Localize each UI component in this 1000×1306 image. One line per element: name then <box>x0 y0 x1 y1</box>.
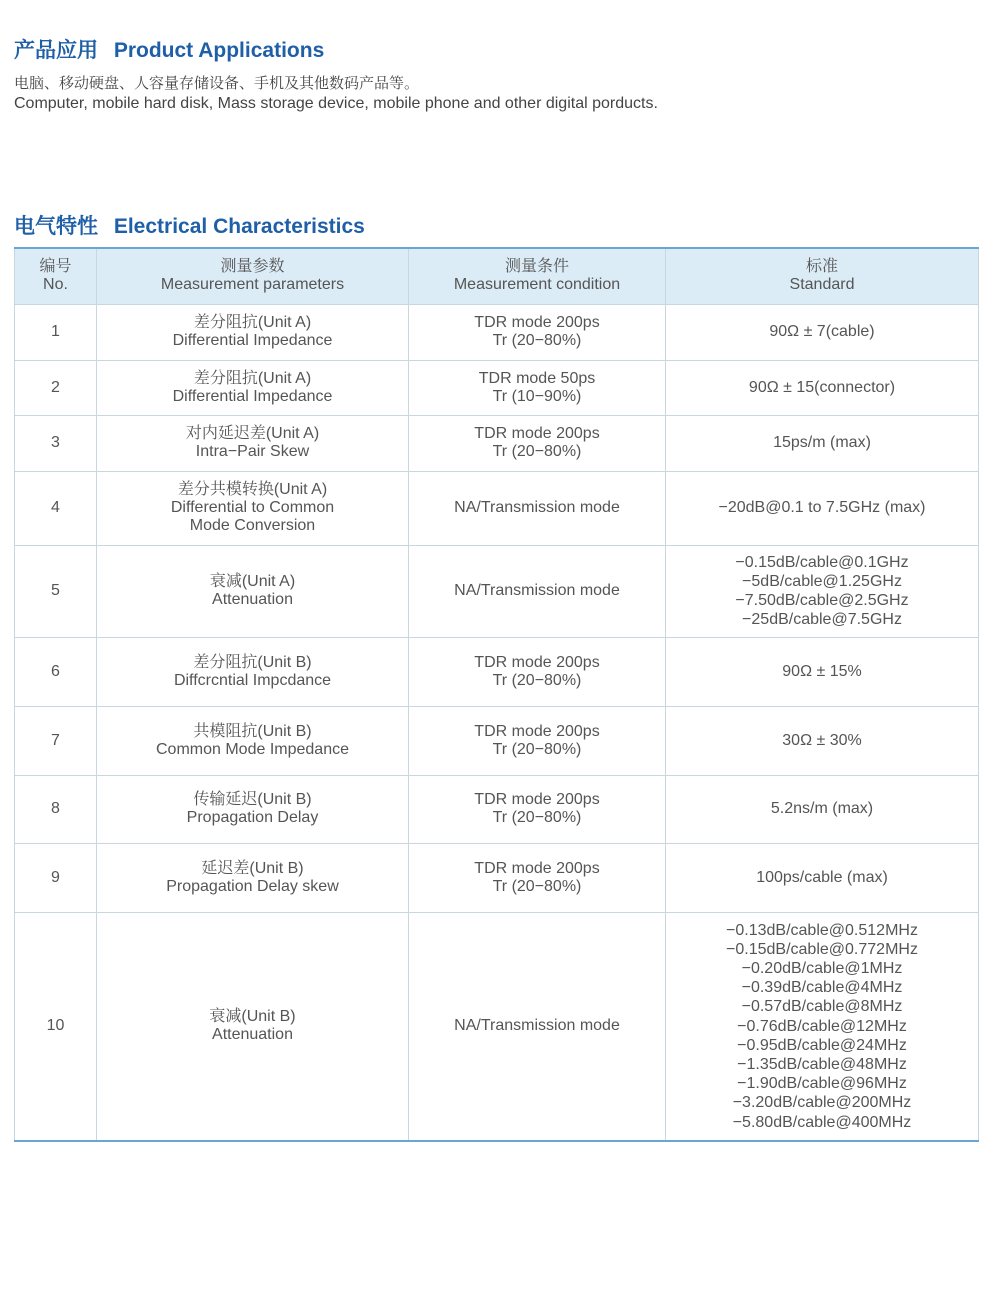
cell-cond-line: Tr (20−80%) <box>492 332 582 349</box>
cell-param-line: Attenuation <box>212 1026 293 1044</box>
cell-std-line: −0.13dB/cable@0.512MHz <box>726 921 918 939</box>
cell-param <box>97 775 409 843</box>
cell-cond-line: TDR mode 50ps <box>478 369 596 387</box>
cell-std <box>666 545 979 637</box>
cell-param-line: 传输延迟(Unit B) <box>193 791 312 808</box>
product-applications-title-en: Product Applications <box>113 39 325 62</box>
cell-param-line: Differential Impedance <box>172 332 333 349</box>
cell-param <box>97 471 409 545</box>
cell-no: 1 <box>15 304 97 360</box>
table-body <box>15 304 979 1141</box>
table-row <box>15 706 979 775</box>
cell-cond <box>409 545 666 637</box>
cell-std-line: 100ps/cable (max) <box>756 868 888 886</box>
cell-param-line: 延迟差(Unit B) <box>201 859 304 877</box>
header-cond <box>409 248 666 304</box>
cell-param-line: Propagation Delay skew <box>166 877 339 895</box>
applications-text-en: Computer, mobile hard disk, Mass storage device, mobile phone and other digital porducts. <box>14 95 658 112</box>
cell-std <box>666 360 979 415</box>
table-row <box>15 637 979 706</box>
cell-cond <box>409 471 666 545</box>
header-cond-en: Measurement condition <box>453 276 621 294</box>
header-param <box>97 248 409 304</box>
cell-std-line: −0.15dB/cable@0.772MHz <box>726 940 918 958</box>
cell-param-line: Attenuation <box>212 591 293 608</box>
cell-no: 8 <box>15 775 97 843</box>
cell-std <box>666 775 979 843</box>
cell-cond <box>409 415 666 471</box>
cell-cond-line: Tr (10−90%) <box>492 387 582 405</box>
table-row <box>15 775 979 843</box>
cell-cond <box>409 912 666 1141</box>
cell-no: 2 <box>15 360 97 415</box>
cell-param-line: 差分阻抗(Unit B) <box>193 653 312 671</box>
cell-param <box>97 360 409 415</box>
product-applications-title-cn: 产品应用 <box>14 39 98 62</box>
cell-cond-line: TDR mode 200ps <box>474 653 600 671</box>
cell-cond-line: NA/Transmission mode <box>454 499 620 516</box>
header-std-cn: 标准 <box>805 258 838 276</box>
cell-std-line: −1.90dB/cable@96MHz <box>737 1075 907 1093</box>
cell-std <box>666 912 979 1141</box>
cell-param-line: 差分阻抗(Unit A) <box>193 314 312 331</box>
cell-std <box>666 637 979 706</box>
table-row <box>15 415 979 471</box>
cell-no: 7 <box>15 706 97 775</box>
cell-std-line: 90Ω ± 15(connector) <box>748 378 896 396</box>
cell-cond <box>409 360 666 415</box>
table-row <box>15 471 979 545</box>
cell-std-line: −0.20dB/cable@1MHz <box>741 960 903 978</box>
cell-no: 9 <box>15 843 97 912</box>
cell-cond-line: TDR mode 200ps <box>474 314 600 331</box>
cell-param-line: 差分共模转换(Unit A) <box>177 481 328 498</box>
cell-std-line: −5dB/cable@1.25GHz <box>742 572 902 590</box>
cell-cond-line: TDR mode 200ps <box>474 425 600 442</box>
header-no-en: No. <box>43 276 68 294</box>
cell-std-line: −0.95dB/cable@24MHz <box>737 1036 907 1054</box>
electrical-characteristics-table <box>14 247 979 1142</box>
cell-param-line: Differential to Common <box>170 499 335 516</box>
table-row <box>15 304 979 360</box>
cell-std-line: −0.39dB/cable@4MHz <box>741 979 903 997</box>
cell-param <box>97 545 409 637</box>
cell-std-line: −1.35dB/cable@48MHz <box>737 1056 907 1074</box>
cell-param-line: 衰减(Unit A) <box>209 573 296 590</box>
cell-param-line: 共模阻抗(Unit B) <box>193 722 312 740</box>
cell-param-line: 对内延迟差(Unit A) <box>185 425 320 442</box>
cell-param <box>97 304 409 360</box>
cell-cond <box>409 304 666 360</box>
cell-std <box>666 304 979 360</box>
cell-cond-line: NA/Transmission mode <box>454 1017 620 1035</box>
cell-param-line: Common Mode Impedance <box>156 740 349 758</box>
table-row <box>15 545 979 637</box>
cell-cond <box>409 775 666 843</box>
table-row <box>15 843 979 912</box>
cell-param-line: Propagation Delay <box>186 809 319 826</box>
cell-param <box>97 843 409 912</box>
cell-cond-line: Tr (20−80%) <box>492 443 582 460</box>
cell-std-line: 5.2ns/m (max) <box>770 800 874 817</box>
cell-std-line: 90Ω ± 7(cable) <box>769 323 875 340</box>
cell-cond-line: Tr (20−80%) <box>492 809 582 826</box>
cell-std-line: −0.76dB/cable@12MHz <box>737 1017 907 1035</box>
header-no-cn: 编号 <box>39 258 72 276</box>
cell-cond-line: Tr (20−80%) <box>492 877 582 895</box>
cell-cond-line: TDR mode 200ps <box>474 791 600 808</box>
header-param-cn: 测量参数 <box>220 258 285 276</box>
cell-std-line: −0.57dB/cable@8MHz <box>741 998 903 1016</box>
cell-no: 5 <box>15 545 97 637</box>
cell-cond-line: TDR mode 200ps <box>474 722 600 740</box>
cell-cond <box>409 843 666 912</box>
cell-std <box>666 706 979 775</box>
cell-std-line: −0.15dB/cable@0.1GHz <box>735 553 909 571</box>
cell-std <box>666 843 979 912</box>
cell-param-line: Diffcrcntial Impcdance <box>173 671 332 689</box>
cell-cond-line: Tr (20−80%) <box>492 671 582 689</box>
cell-std-line: −20dB@0.1 to 7.5GHz (max) <box>718 499 926 516</box>
cell-cond <box>409 706 666 775</box>
header-cond-cn: 测量条件 <box>504 258 569 276</box>
cell-param <box>97 415 409 471</box>
electrical-characteristics-title-cn: 电气特性 <box>14 215 98 238</box>
cell-std-line: 90Ω ± 15% <box>782 662 862 680</box>
table-row <box>15 912 979 1141</box>
cell-cond <box>409 637 666 706</box>
cell-std <box>666 471 979 545</box>
cell-std <box>666 415 979 471</box>
cell-cond-line: NA/Transmission mode <box>454 582 620 599</box>
cell-cond-line: TDR mode 200ps <box>474 859 600 877</box>
cell-param <box>97 912 409 1141</box>
cell-param <box>97 637 409 706</box>
table-row <box>15 360 979 415</box>
electrical-characteristics-title <box>14 210 365 240</box>
cell-std-line: −25dB/cable@7.5GHz <box>742 611 902 629</box>
cell-cond-line: Tr (20−80%) <box>492 740 582 758</box>
cell-no: 6 <box>15 637 97 706</box>
cell-std-line: −7.50dB/cable@2.5GHz <box>735 592 909 609</box>
product-applications-title <box>14 34 324 64</box>
header-std <box>666 248 979 304</box>
cell-param-line: Mode Conversion <box>189 517 316 534</box>
table-header-row <box>15 248 979 304</box>
cell-std-line: 15ps/m (max) <box>773 434 871 451</box>
cell-param-line: 差分阻抗(Unit A) <box>193 369 312 387</box>
electrical-characteristics-title-en: Electrical Characteristics <box>113 215 365 238</box>
cell-std-line: −5.80dB/cable@400MHz <box>732 1113 912 1131</box>
cell-param <box>97 706 409 775</box>
cell-no: 4 <box>15 471 97 545</box>
cell-std-line: −3.20dB/cable@200MHz <box>732 1094 912 1112</box>
header-param-en: Measurement parameters <box>160 276 345 294</box>
cell-param-line: Differential Impedance <box>172 387 333 405</box>
cell-no: 10 <box>15 912 97 1141</box>
cell-no: 3 <box>15 415 97 471</box>
cell-param-line: Intra−Pair Skew <box>195 443 310 460</box>
cell-std-line: 30Ω ± 30% <box>782 731 862 749</box>
applications-text-cn: 电脑、移动硬盘、人容量存储设备、手机及其他数码产品等。 <box>14 75 420 92</box>
header-no <box>15 248 97 304</box>
cell-param-line: 衰减(Unit B) <box>209 1008 296 1026</box>
header-std-en: Standard <box>789 276 855 294</box>
